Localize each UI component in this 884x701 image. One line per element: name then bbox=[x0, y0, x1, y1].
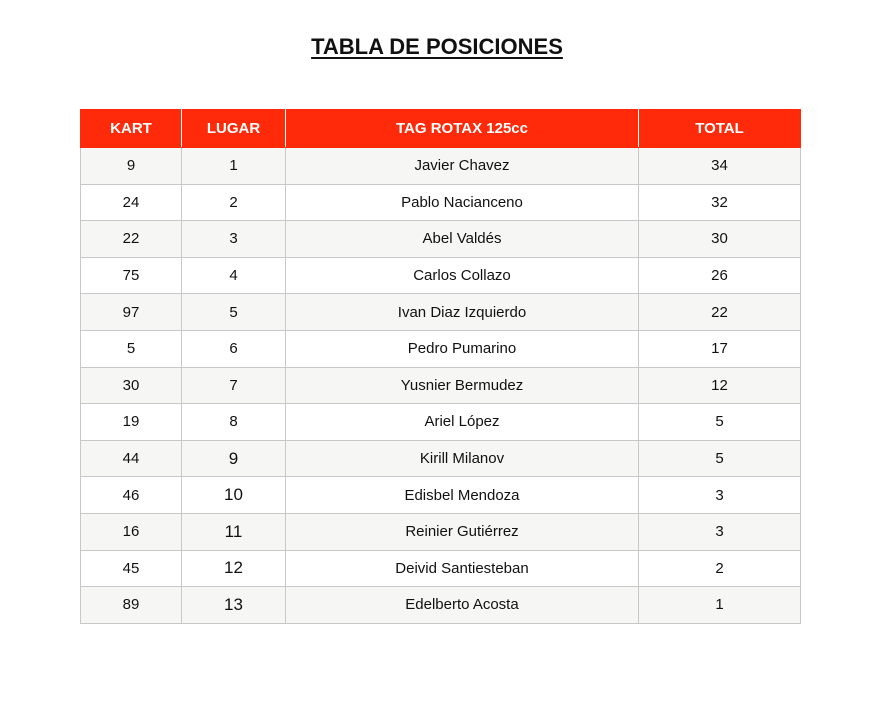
driver-name-cell: Javier Chavez bbox=[286, 148, 639, 185]
kart-cell: 89 bbox=[81, 587, 182, 624]
total-cell: 3 bbox=[639, 513, 801, 550]
total-cell: 2 bbox=[639, 550, 801, 587]
kart-cell: 16 bbox=[81, 513, 182, 550]
column-header-total: TOTAL bbox=[639, 110, 801, 148]
driver-name-cell: Carlos Collazo bbox=[286, 257, 639, 294]
kart-cell: 44 bbox=[81, 440, 182, 477]
kart-cell: 30 bbox=[81, 367, 182, 404]
column-header-kart: KART bbox=[81, 110, 182, 148]
kart-cell: 5 bbox=[81, 330, 182, 367]
header-row bbox=[81, 110, 801, 148]
place-cell: 12 bbox=[182, 550, 286, 587]
place-cell: 9 bbox=[182, 440, 286, 477]
total-cell: 3 bbox=[639, 477, 801, 514]
table-row bbox=[81, 294, 801, 331]
table-row bbox=[81, 330, 801, 367]
total-cell: 12 bbox=[639, 367, 801, 404]
kart-cell: 46 bbox=[81, 477, 182, 514]
total-cell: 17 bbox=[639, 330, 801, 367]
place-cell: 10 bbox=[182, 477, 286, 514]
table-row bbox=[81, 257, 801, 294]
kart-cell: 9 bbox=[81, 148, 182, 185]
driver-name-cell: Ariel López bbox=[286, 404, 639, 441]
driver-name-cell: Edelberto Acosta bbox=[286, 587, 639, 624]
place-cell: 11 bbox=[182, 513, 286, 550]
column-header-category: TAG ROTAX 125cc bbox=[286, 110, 639, 148]
standings-table bbox=[80, 109, 801, 624]
place-cell: 5 bbox=[182, 294, 286, 331]
driver-name-cell: Yusnier Bermudez bbox=[286, 367, 639, 404]
kart-cell: 75 bbox=[81, 257, 182, 294]
driver-name-cell: Kirill Milanov bbox=[286, 440, 639, 477]
table-header bbox=[81, 110, 801, 148]
place-cell: 6 bbox=[182, 330, 286, 367]
place-cell: 13 bbox=[182, 587, 286, 624]
place-cell: 2 bbox=[182, 184, 286, 221]
table-row bbox=[81, 148, 801, 185]
place-cell: 8 bbox=[182, 404, 286, 441]
kart-cell: 24 bbox=[81, 184, 182, 221]
column-header-lugar: LUGAR bbox=[182, 110, 286, 148]
table-row bbox=[81, 587, 801, 624]
driver-name-cell: Edisbel Mendoza bbox=[286, 477, 639, 514]
total-cell: 5 bbox=[639, 440, 801, 477]
table-row bbox=[81, 440, 801, 477]
kart-cell: 19 bbox=[81, 404, 182, 441]
table-row bbox=[81, 550, 801, 587]
driver-name-cell: Pedro Pumarino bbox=[286, 330, 639, 367]
driver-name-cell: Deivid Santiesteban bbox=[286, 550, 639, 587]
driver-name-cell: Pablo Nacianceno bbox=[286, 184, 639, 221]
driver-name-cell: Ivan Diaz Izquierdo bbox=[286, 294, 639, 331]
kart-cell: 97 bbox=[81, 294, 182, 331]
table-row bbox=[81, 184, 801, 221]
place-cell: 4 bbox=[182, 257, 286, 294]
table-row bbox=[81, 513, 801, 550]
total-cell: 32 bbox=[639, 184, 801, 221]
total-cell: 22 bbox=[639, 294, 801, 331]
total-cell: 30 bbox=[639, 221, 801, 258]
table-row bbox=[81, 367, 801, 404]
table-row bbox=[81, 477, 801, 514]
table-body bbox=[81, 148, 801, 624]
driver-name-cell: Abel Valdés bbox=[286, 221, 639, 258]
kart-cell: 22 bbox=[81, 221, 182, 258]
total-cell: 1 bbox=[639, 587, 801, 624]
table-row bbox=[81, 221, 801, 258]
page-title: TABLA DE POSICIONES bbox=[311, 34, 563, 59]
total-cell: 34 bbox=[639, 148, 801, 185]
total-cell: 26 bbox=[639, 257, 801, 294]
driver-name-cell: Reinier Gutiérrez bbox=[286, 513, 639, 550]
total-cell: 5 bbox=[639, 404, 801, 441]
place-cell: 7 bbox=[182, 367, 286, 404]
kart-cell: 45 bbox=[81, 550, 182, 587]
place-cell: 1 bbox=[182, 148, 286, 185]
table-row bbox=[81, 404, 801, 441]
place-cell: 3 bbox=[182, 221, 286, 258]
